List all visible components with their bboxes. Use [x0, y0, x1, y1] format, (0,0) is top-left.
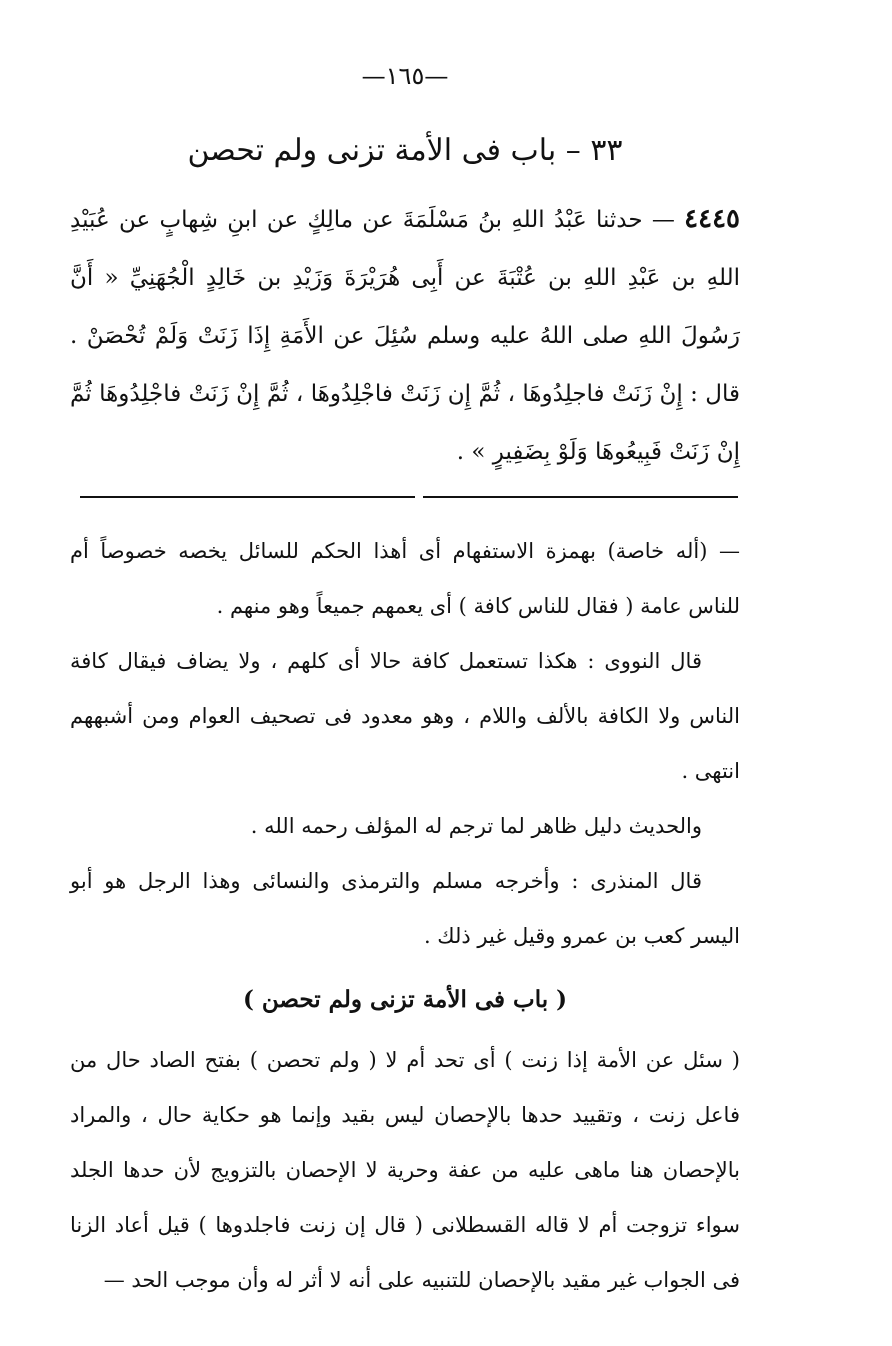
- book-page: [70, 0, 740, 1346]
- hadith-number: ٤٤٤٥: [684, 204, 741, 234]
- hadith-text-block: [70, 190, 740, 481]
- footnote-divider-left: [80, 496, 415, 498]
- hadith-body: — حدثنا عَبْدُ اللهِ بنُ مَسْلَمَةَ عن مالِكٍ عن ابنِ شِهابٍ عن عُبَيْدِ اللهِ بن عَبْدِ اللهِ بن عُتْبَةَ عن أَبِى هُرَيْرَةَ وَزَيْدِ بن خَالِدٍ الْجُهَنِيِّ « أَنَّ رَسُولَ اللهِ صلى اللهُ عليه وسلم سُئِلَ عن الأَمَةِ إِذَا زَنَتْ وَلَمْ تُحْصَنْ . قال : إِنْ زَنَتْ فاجلِدُوهَا ، ثُمَّ إِن زَنَتْ فاجْلِدُوهَا ، ثُمَّ إِنْ زَنَتْ فاجْلِدُوهَا ثُمَّ إِنْ زَنَتْ فَبِيعُوهَا وَلَوْ بِضَفِيرٍ » .: [70, 207, 740, 465]
- chapter-title: ٣٣ – باب فى الأمة تزنى ولم تحصن: [187, 133, 623, 168]
- page-number: —١٦٥—: [361, 62, 449, 90]
- footnote-divider-right: [423, 496, 738, 498]
- commentary-paragraph: قال المنذرى : وأخرجه مسلم والترمذى والنسائى وهذا الرجل هو أبو اليسر كعب بن عمرو وقيل غير ذلك .: [70, 869, 740, 948]
- commentary-paragraph: — (أله خاصة) بهمزة الاستفهام أى أهذا الحكم للسائل يخصه خصوصاً أم للناس عامة ( فقال للناس كافة ) أى يعمهم جميعاً وهو منهم .: [70, 539, 740, 618]
- commentary-paragraph: قال النووى : هكذا تستعمل كافة حالا أى كلهم ، ولا يضاف فيقال كافة الناس ولا الكافة بالألف واللام ، وهو معدود فى تصحيف العوام ومن أشبههم انتهى .: [70, 649, 740, 783]
- section-subheading: ( باب فى الأمة تزنى ولم تحصن ): [243, 986, 567, 1013]
- commentary-paragraph: والحديث دليل ظاهر لما ترجم له المؤلف رحمه الله .: [250, 814, 702, 838]
- explanation-paragraph: ( سئل عن الأمة إذا زنت ) أى تحد أم لا ( ولم تحصن ) بفتح الصاد حال من فاعل زنت ، وتقييد حدها بالإحصان ليس بقيد وإنما هو حكاية حال ، والمراد بالإحصان هنا ماهى عليه من عفة وحرية لا الإحصان بالتزويج لأن حدها الجلد سواء تزوجت أم لا قاله القسطلانى ( قال إن زنت فاجلدوها ) قيل أعاد الزنا فى الجواب غير مقيد بالإحصان للتنبيه على أنه لا أثر له وأن موجب الحد —: [70, 1048, 740, 1292]
- commentary-block: [70, 524, 740, 1308]
